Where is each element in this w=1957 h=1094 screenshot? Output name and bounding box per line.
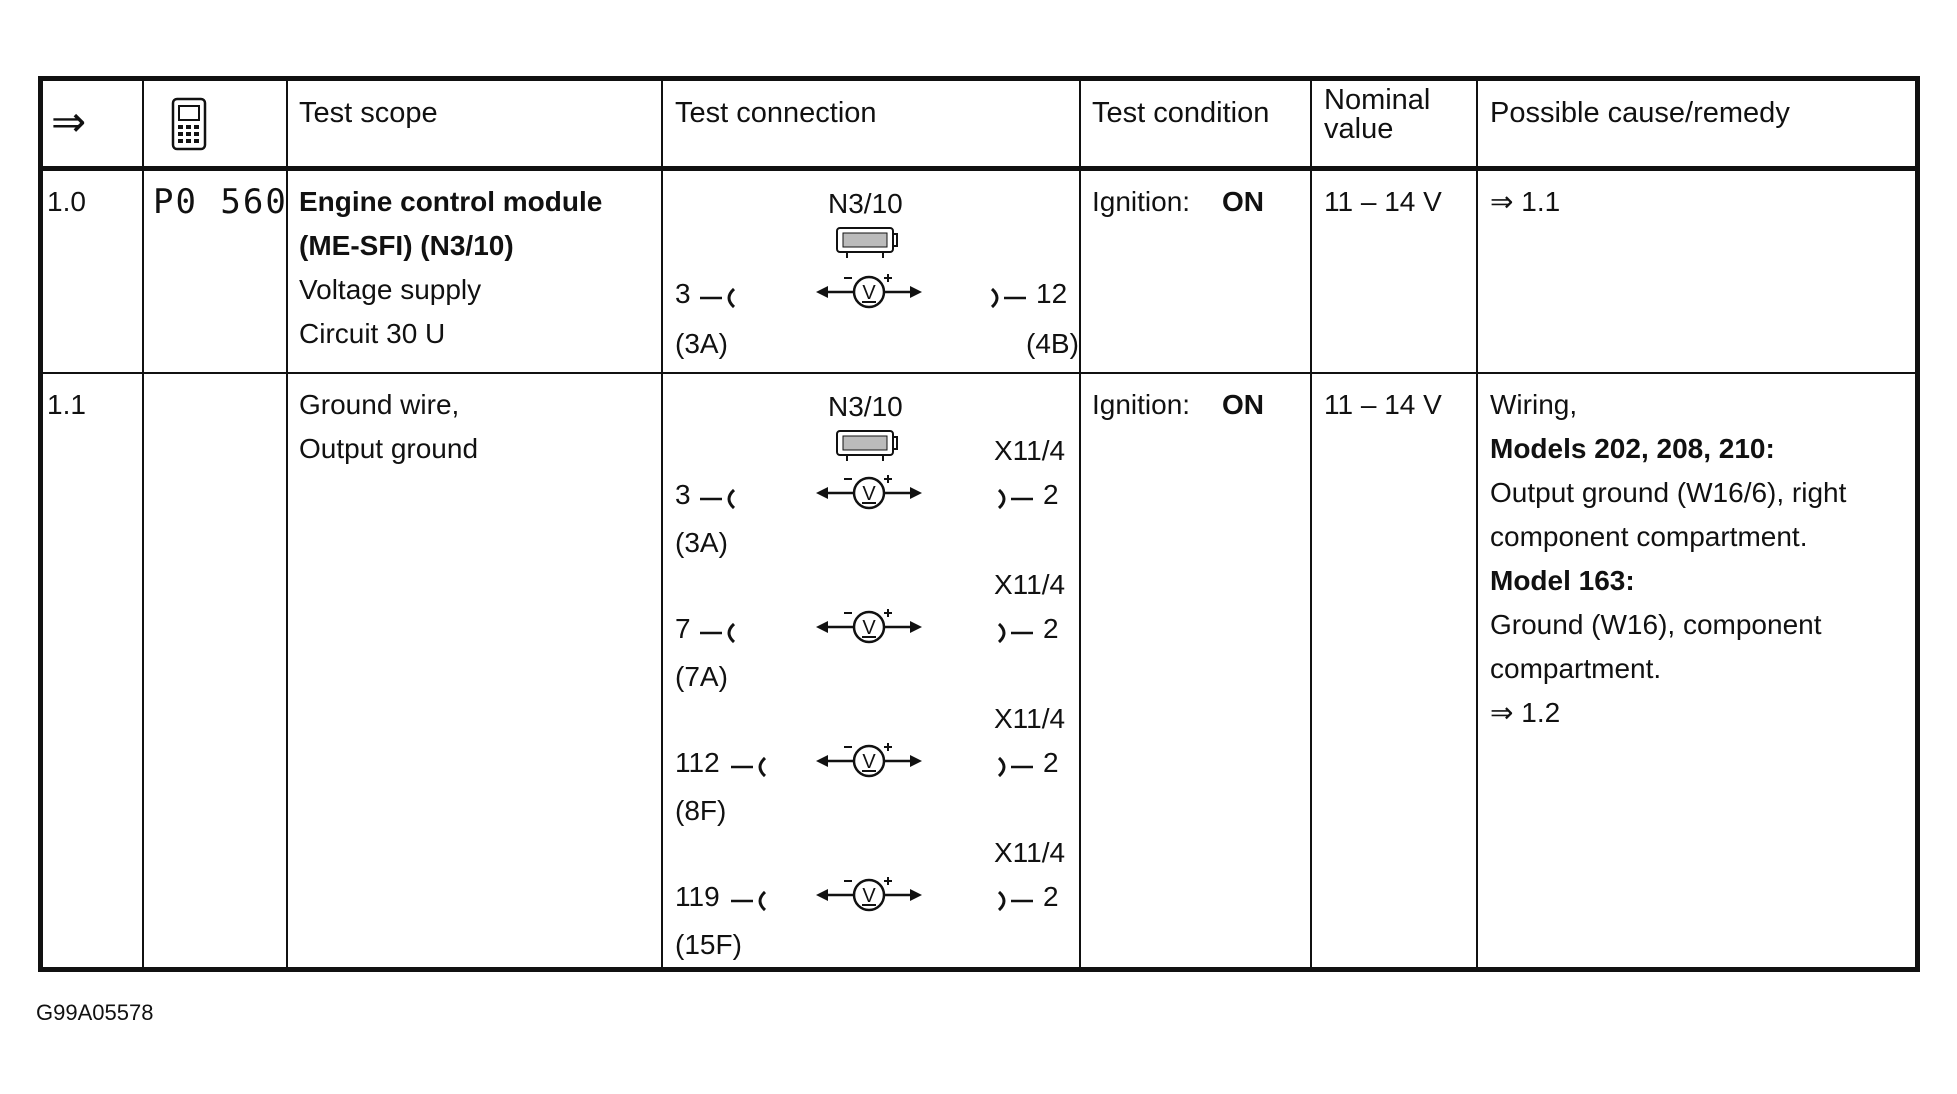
svg-text:V: V [862,483,876,505]
condition-value: ON [1222,389,1264,420]
pin-connector-icon [995,755,1035,784]
right-connector-label: X11/4 [994,837,1066,868]
left-pin: 3 [675,479,691,510]
scope-line: Voltage supply [299,274,482,305]
nominal-value: 11 – 14 V [1324,186,1442,217]
pin-connector-icon [729,889,769,918]
left-pin: 3 [675,278,691,309]
scope-line: Ground wire, [299,389,460,420]
remedy-models-heading: Models 202, 208, 210: [1490,433,1775,464]
remedy-line: component compartment. [1490,521,1808,552]
condition-label: Ignition: [1092,186,1191,217]
arrow-header: ⇒ [51,98,87,145]
right-pin: 2 [1043,479,1059,510]
remedy: ⇒ 1.1 [1490,186,1561,217]
header-nominal-line2: value [1324,113,1394,145]
right-pin-sub: (4B) [1026,328,1079,359]
right-connector-label: X11/4 [994,569,1066,600]
scope-title-2: (ME-SFI) (N3/10) [299,230,514,261]
table-header [43,81,1915,166]
connector-icon [835,429,899,468]
condition-value: ON [1222,186,1264,217]
header-test-connection: Test connection [675,97,877,129]
left-pin: 7 [675,613,691,644]
header-test-condition: Test condition [1092,97,1270,129]
svg-text:V: V [862,617,876,639]
step-number: 1.1 [47,389,86,420]
right-connector-label: X11/4 [994,435,1066,466]
module-label: N3/10 [828,188,903,219]
left-pin-sub: (3A) [675,527,728,558]
right-connector-label: X11/4 [994,703,1066,734]
test-table [38,76,1920,972]
remedy-line: Output ground (W16/6), right [1490,477,1847,508]
remedy-line: Wiring, [1490,389,1578,420]
voltmeter-icon [814,471,924,520]
module-label: N3/10 [828,391,903,422]
header-possible-cause: Possible cause/remedy [1490,97,1790,129]
table-row [43,170,1915,373]
pin-connector-icon [995,487,1035,516]
scope-line: Circuit 30 U [299,318,446,349]
left-pin-sub: (7A) [675,661,728,692]
left-pin-sub: (3A) [675,328,728,359]
pin-connector-icon [698,487,738,516]
diagnostic-tester-icon [169,97,209,156]
remedy-next-step: ⇒ 1.2 [1490,697,1561,728]
voltmeter-icon [814,270,924,319]
scope-title: Engine control module [299,186,603,217]
pin-connector-icon [995,889,1035,918]
voltmeter-icon [814,605,924,654]
step-number: 1.0 [47,186,86,217]
left-pin-sub: (8F) [675,795,727,826]
remedy-model-heading: Model 163: [1490,565,1635,596]
left-pin: 119 [675,881,720,912]
left-pin: 112 [675,747,720,778]
connector-icon [835,226,899,265]
pin-connector-icon [698,621,738,650]
scope-line: Output ground [299,433,479,464]
svg-text:V: V [862,885,876,907]
voltmeter-icon [814,873,924,922]
pin-connector-icon [698,286,738,315]
table-row [43,375,1915,967]
right-pin: 2 [1043,613,1059,644]
pin-connector-icon [988,286,1028,315]
left-pin-sub: (15F) [675,929,742,960]
remedy-line: compartment. [1490,653,1662,684]
remedy-line: Ground (W16), component [1490,609,1822,640]
pin-connector-icon [729,755,769,784]
nominal-value: 11 – 14 V [1324,389,1442,420]
header-test-scope: Test scope [299,97,438,129]
right-pin: 2 [1043,747,1059,778]
right-pin: 2 [1043,881,1059,912]
figure-id: G99A05578 [36,1000,154,1025]
pin-connector-icon [995,621,1035,650]
voltmeter-icon [814,739,924,788]
svg-text:V: V [862,751,876,773]
header-nominal-line1: Nominal [1324,84,1431,116]
fault-code: P0 560 [153,182,288,222]
condition-label: Ignition: [1092,389,1191,420]
right-pin: 12 [1036,278,1068,309]
svg-text:V: V [862,282,876,304]
